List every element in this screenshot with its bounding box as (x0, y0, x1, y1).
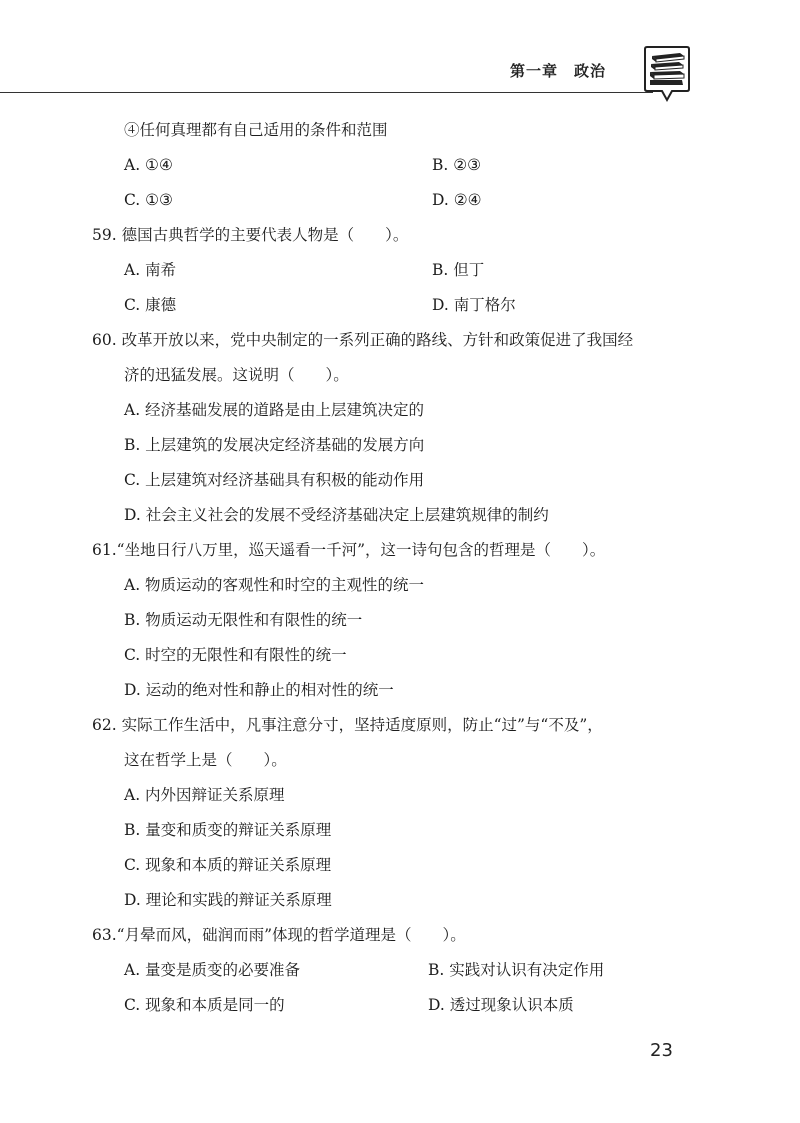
option-d: D. ②④ (432, 191, 482, 209)
question-62: 62. 实际工作生活中，凡事注意分寸，坚持适度原则，防止“过”与“不及”， (92, 716, 603, 734)
question-63: 63.“月晕而风，础润而雨”体现的哲学道理是（ ）。 (92, 926, 466, 944)
option-a: A. 内外因辩证关系原理 (124, 786, 285, 804)
question-60-continued: 济的迅猛发展。这说明（ ）。 (124, 366, 349, 384)
option-c: C. 上层建筑对经济基础具有积极的能动作用 (124, 471, 425, 489)
question-62-continued: 这在哲学上是（ ）。 (124, 751, 287, 769)
option-a: A. 物质运动的客观性和时空的主观性的统一 (124, 576, 425, 594)
option-d: D. 南丁格尔 (432, 296, 516, 314)
option-a: A. ①④ (124, 156, 173, 174)
option-a: A. 量变是质变的必要准备 (124, 961, 301, 979)
book-stack-icon (643, 44, 691, 104)
option-b: B. 量变和质变的辩证关系原理 (124, 821, 332, 839)
option-c: C. ①③ (124, 191, 173, 209)
option-b: B. ②③ (432, 156, 482, 174)
option-b: B. 实践对认识有决定作用 (428, 961, 605, 979)
option-d: D. 社会主义社会的发展不受经济基础决定上层建筑规律的制约 (124, 506, 549, 524)
option-a: A. 南希 (124, 261, 177, 279)
option-d: D. 透过现象认识本质 (428, 996, 574, 1014)
header-rule (0, 92, 653, 93)
question-59: 59. 德国古典哲学的主要代表人物是（ ）。 (92, 226, 409, 244)
question-60: 60. 改革开放以来，党中央制定的一系列正确的路线、方针和政策促进了我国经 (92, 331, 634, 349)
option-b: B. 物质运动无限性和有限性的统一 (124, 611, 363, 629)
statement-4: ④任何真理都有自己适用的条件和范围 (124, 121, 388, 139)
option-a: A. 经济基础发展的道路是由上层建筑决定的 (124, 401, 425, 419)
option-b: B. 上层建筑的发展决定经济基础的发展方向 (124, 436, 425, 454)
option-b: B. 但丁 (432, 261, 485, 279)
option-c: C. 现象和本质的辩证关系原理 (124, 856, 332, 874)
page-number: 23 (650, 1040, 673, 1061)
chapter-title: 第一章 政治 (510, 62, 607, 80)
option-d: D. 理论和实践的辩证关系原理 (124, 891, 332, 909)
option-d: D. 运动的绝对性和静止的相对性的统一 (124, 681, 394, 699)
option-c: C. 现象和本质是同一的 (124, 996, 285, 1014)
option-c: C. 康德 (124, 296, 177, 314)
option-c: C. 时空的无限性和有限性的统一 (124, 646, 347, 664)
question-61: 61.“坐地日行八万里，巡天遥看一千河”，这一诗句包含的哲理是（ ）。 (92, 541, 606, 559)
